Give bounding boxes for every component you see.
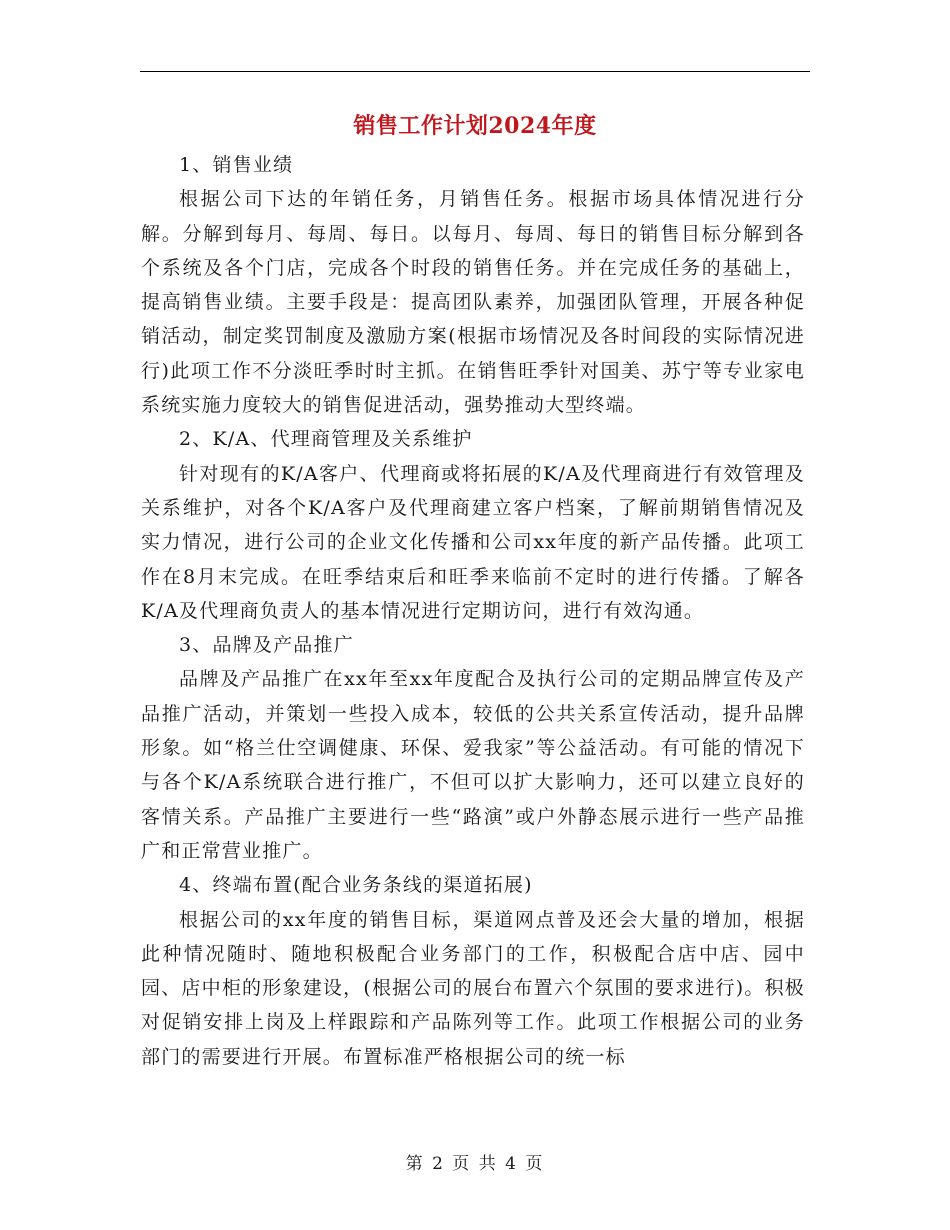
- section-heading-sales-performance: 1、销售业绩: [179, 154, 294, 176]
- page-number-footer: 第 2 页 共 4 页: [405, 1154, 545, 1174]
- section-body-terminal-layout: 根据公司的xx年度的销售目标，渠道网点普及还会大量的增加，根据此种情况随时、随地积极配合业务部门的工作，积极配合店中店、园中园、店中柜的形象建设，(根据公司的展台布置六个氛围的要求进行)。积极对促销安排上岗及上样跟踪和产品陈列等工作。此项工作根据公司的业务部门的需要进行开展。布置标准严格根据公司的统一标: [141, 908, 805, 1068]
- section-body-brand-promotion: 品牌及产品推广在xx年至xx年度配合及执行公司的定期品牌宣传及产品推广活动，并策划一些投入成本，较低的公共关系宣传活动，提升品牌形象。如“格兰仕空调健康、环保、爱我家”等公益活动。有可能的情况下与各个K/A系统联合进行推广，不但可以扩大影响力，还可以建立良好的客情关系。产品推广主要进行一些“路演”或户外静态展示进行一些产品推广和正常营业推广。: [141, 668, 805, 862]
- document-body: [141, 148, 805, 1074]
- section-body-ka-agent-management: 针对现有的K/A客户、代理商或将拓展的K/A及代理商进行有效管理及关系维护，对各个K/A客户及代理商建立客户档案，了解前期销售情况及实力情况，进行公司的企业文化传播和公司xx年度的新产品传播。此项工作在8月末完成。在旺季结束后和旺季来临前不定时的进行传播。了解各K/A及代理商负责人的基本情况进行定期访问，进行有效沟通。: [141, 462, 805, 622]
- section-heading-ka-agent-management: 2、K/A、代理商管理及关系维护: [179, 428, 473, 451]
- section-heading-terminal-layout: 4、终端布置(配合业务条线的渠道拓展): [179, 874, 533, 897]
- document-title: 销售工作计划2024年度: [353, 113, 597, 139]
- section-body-sales-performance: 根据公司下达的年销任务，月销售任务。根据市场具体情况进行分解。分解到每月、每周、每日。以每月、每周、每日的销售目标分解到各个系统及各个门店，完成各个时段的销售任务。并在完成任务的基础上，提高销售业绩。主要手段是：提高团队素养，加强团队管理，开展各种促销活动，制定奖罚制度及激励方案(根据市场情况及各时间段的实际情况进行)此项工作不分淡旺季时时主抓。在销售旺季针对国美、苏宁等专业家电系统实施力度较大的销售促进活动，强势推动大型终端。: [141, 188, 805, 417]
- section-heading-brand-promotion: 3、品牌及产品推广: [179, 634, 354, 657]
- header-rule: [140, 71, 810, 72]
